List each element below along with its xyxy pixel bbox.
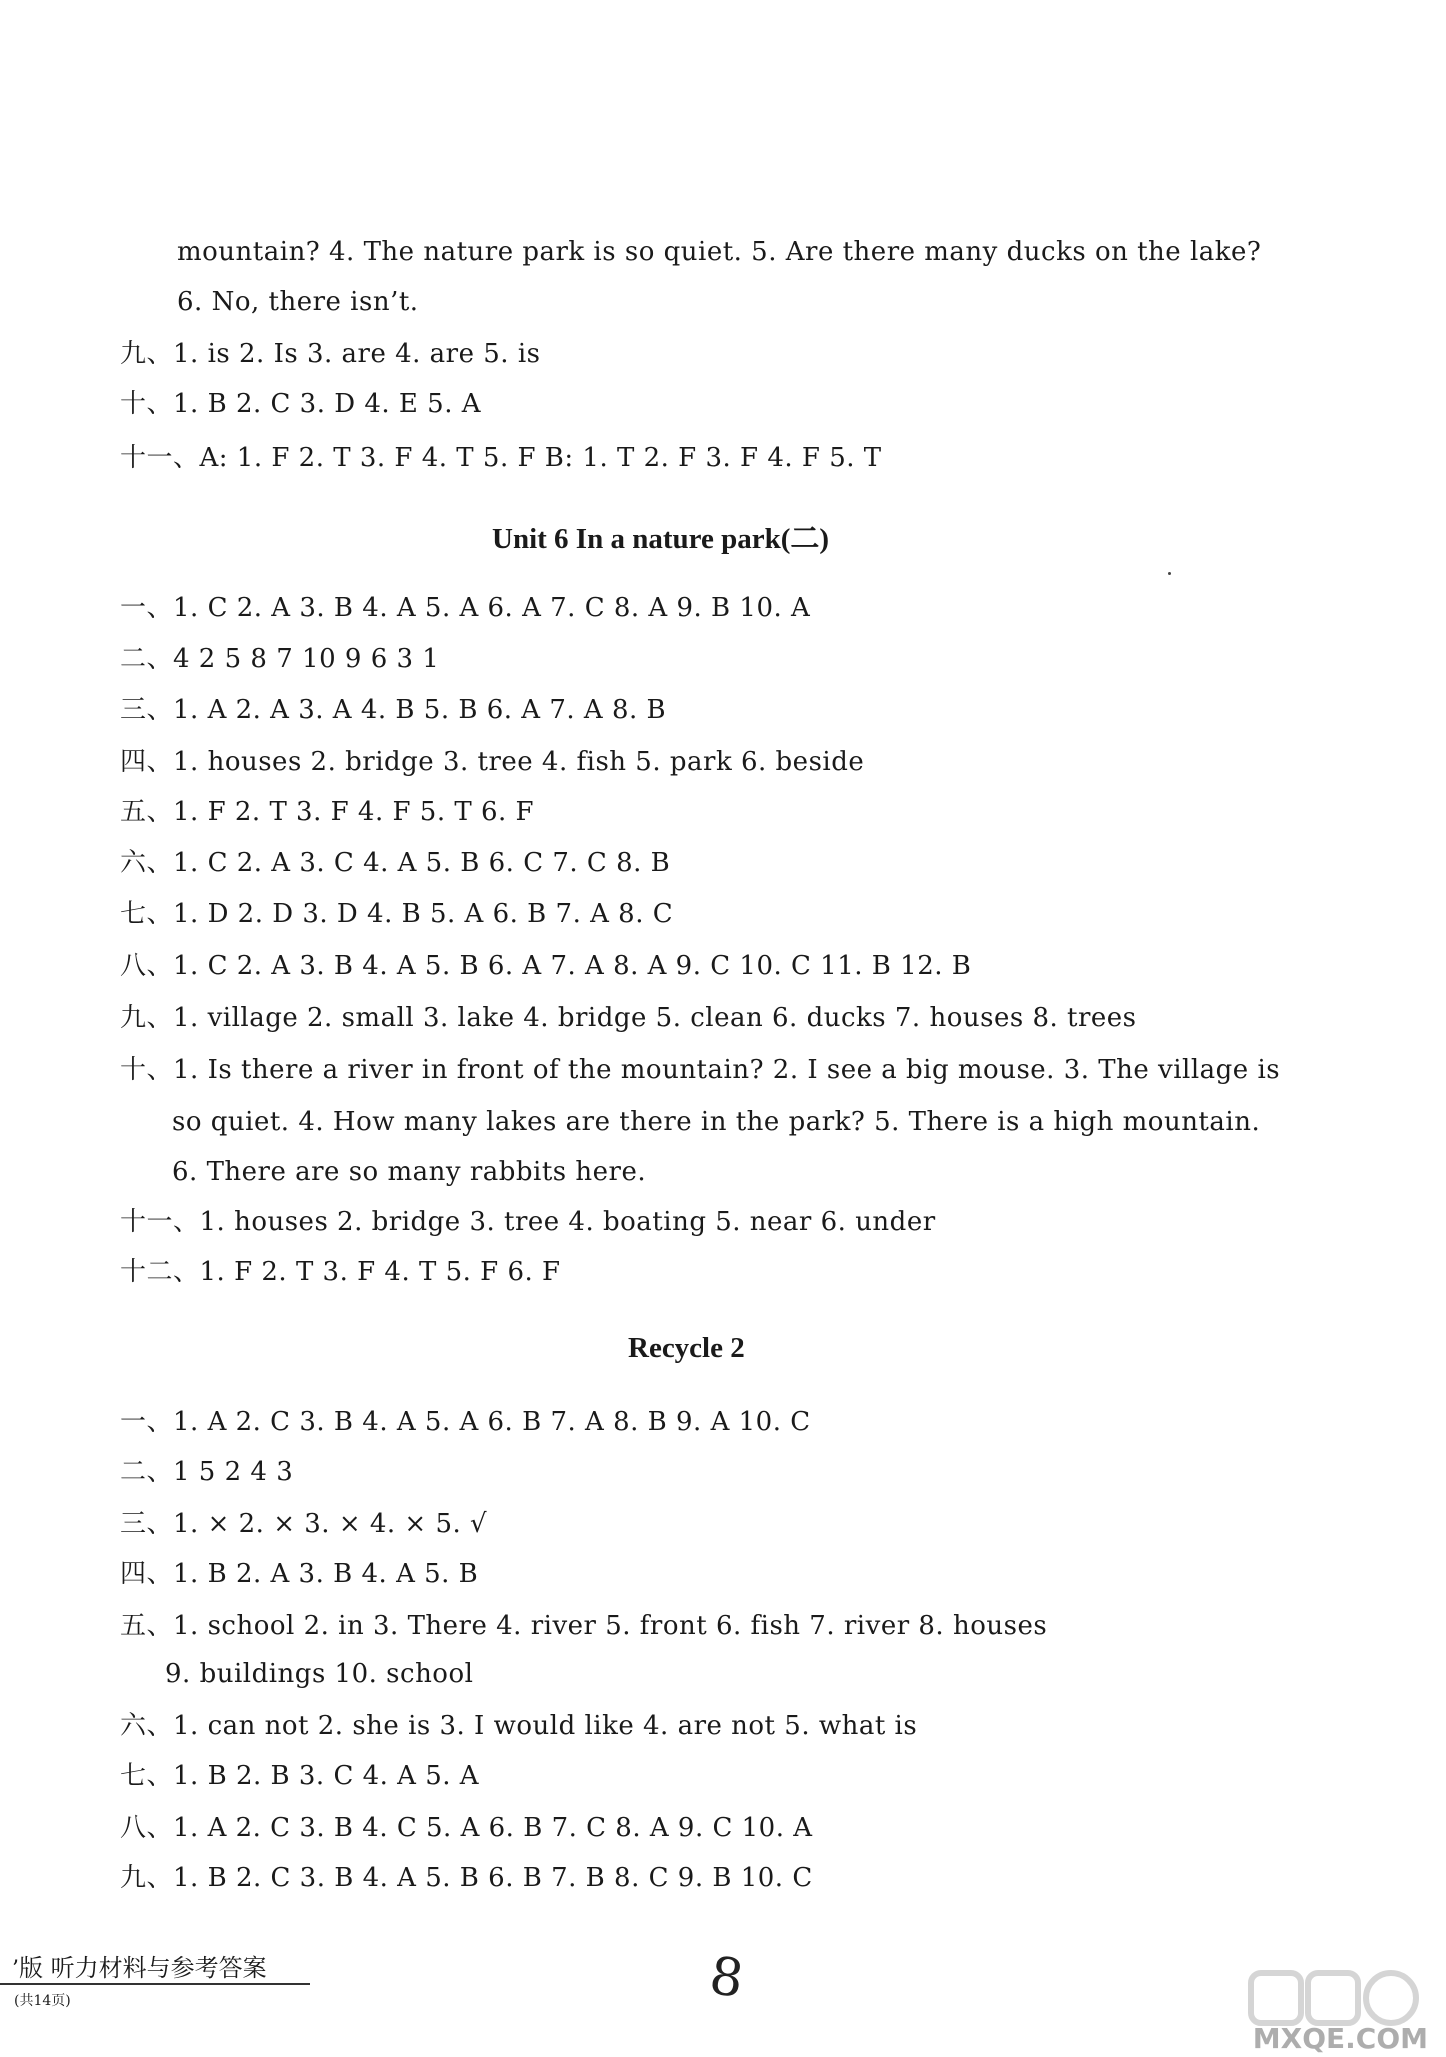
answer-line: 二、1 5 2 4 3 [120,1457,294,1487]
answer-line: 四、1. houses 2. bridge 3. tree 4. fish 5. park 6. beside [120,747,865,777]
answer-line: 九、1. is 2. Is 3. are 4. are 5. is [120,339,541,369]
answer-line: 六、1. C 2. A 3. C 4. A 5. B 6. C 7. C 8. B [120,848,671,878]
answer-line: mountain? 4. The nature park is so quiet. 5. Are there many ducks on the lake? [177,237,1262,267]
answer-line: 三、1. A 2. A 3. A 4. B 5. B 6. A 7. A 8. B [120,695,667,725]
answer-line: 八、1. C 2. A 3. B 4. A 5. B 6. A 7. A 8. A 9. C 10. C 11. B 12. B [120,951,972,981]
answer-line: 四、1. B 2. A 3. B 4. A 5. B [120,1559,479,1589]
answer-line: 6. No, there isn’t. [177,287,419,317]
answer-line: 七、1. B 2. B 3. C 4. A 5. A [120,1761,480,1791]
answer-line: 五、1. school 2. in 3. There 4. river 5. front 6. fish 7. river 8. houses [120,1611,1048,1641]
answer-line: 9. buildings 10. school [165,1659,474,1689]
answer-line: 三、1. × 2. × 3. × 4. × 5. √ [120,1509,488,1539]
answer-line: so quiet. 4. How many lakes are there in the park? 5. There is a high mountain. [172,1107,1261,1137]
answer-line: 一、1. A 2. C 3. B 4. A 5. A 6. B 7. A 8. B 9. A 10. C [120,1407,811,1437]
answer-line: 十一、1. houses 2. bridge 3. tree 4. boating 5. near 6. under [120,1207,936,1237]
section-heading-unit6: Unit 6 In a nature park(二) [492,523,830,555]
footer-mark: ’ [12,1957,19,1982]
answer-line: 九、1. village 2. small 3. lake 4. bridge 5. clean 6. ducks 7. houses 8. trees [120,1003,1137,1033]
answer-line: 十二、1. F 2. T 3. F 4. T 5. F 6. F [120,1257,561,1287]
section-heading-recycle: Recycle 2 [628,1332,745,1364]
answer-line: 6. There are so many rabbits here. [172,1157,647,1187]
answer-line: 十一、A: 1. F 2. T 3. F 4. T 5. F B: 1. T 2. F 3. F 4. F 5. T [120,443,882,473]
answer-line: 八、1. A 2. C 3. B 4. C 5. A 6. B 7. C 8. A 9. C 10. A [120,1813,813,1843]
footer-title [12,1948,267,1983]
footer-title-text: 版 听力材料与参考答案 [19,1954,267,1982]
answer-line: 二、4 2 5 8 7 10 9 6 3 1 [120,644,440,674]
answer-line: 一、1. C 2. A 3. B 4. A 5. A 6. A 7. C 8. A 9. B 10. A [120,593,811,623]
answer-line: 九、1. B 2. C 3. B 4. A 5. B 6. B 7. B 8. C 9. B 10. C [120,1863,813,1893]
footer-page-count: (共14页) [14,1993,71,2009]
watermark-url: MXQE.COM [1252,2022,1428,2055]
answer-line: 十、1. B 2. C 3. D 4. E 5. A [120,389,482,419]
handwritten-page-number: 8 [705,1945,748,2011]
answer-line: 七、1. D 2. D 3. D 4. B 5. A 6. B 7. A 8. C [120,899,674,929]
answer-line: 五、1. F 2. T 3. F 4. F 5. T 6. F [120,797,535,827]
answer-line: 六、1. can not 2. she is 3. I would like 4. are not 5. what is [120,1711,918,1741]
answer-line: 十、1. Is there a river in front of the mountain? 2. I see a big mouse. 3. The village is [120,1055,1281,1085]
footer-rule [0,1983,310,1985]
stray-dot [1168,572,1171,575]
